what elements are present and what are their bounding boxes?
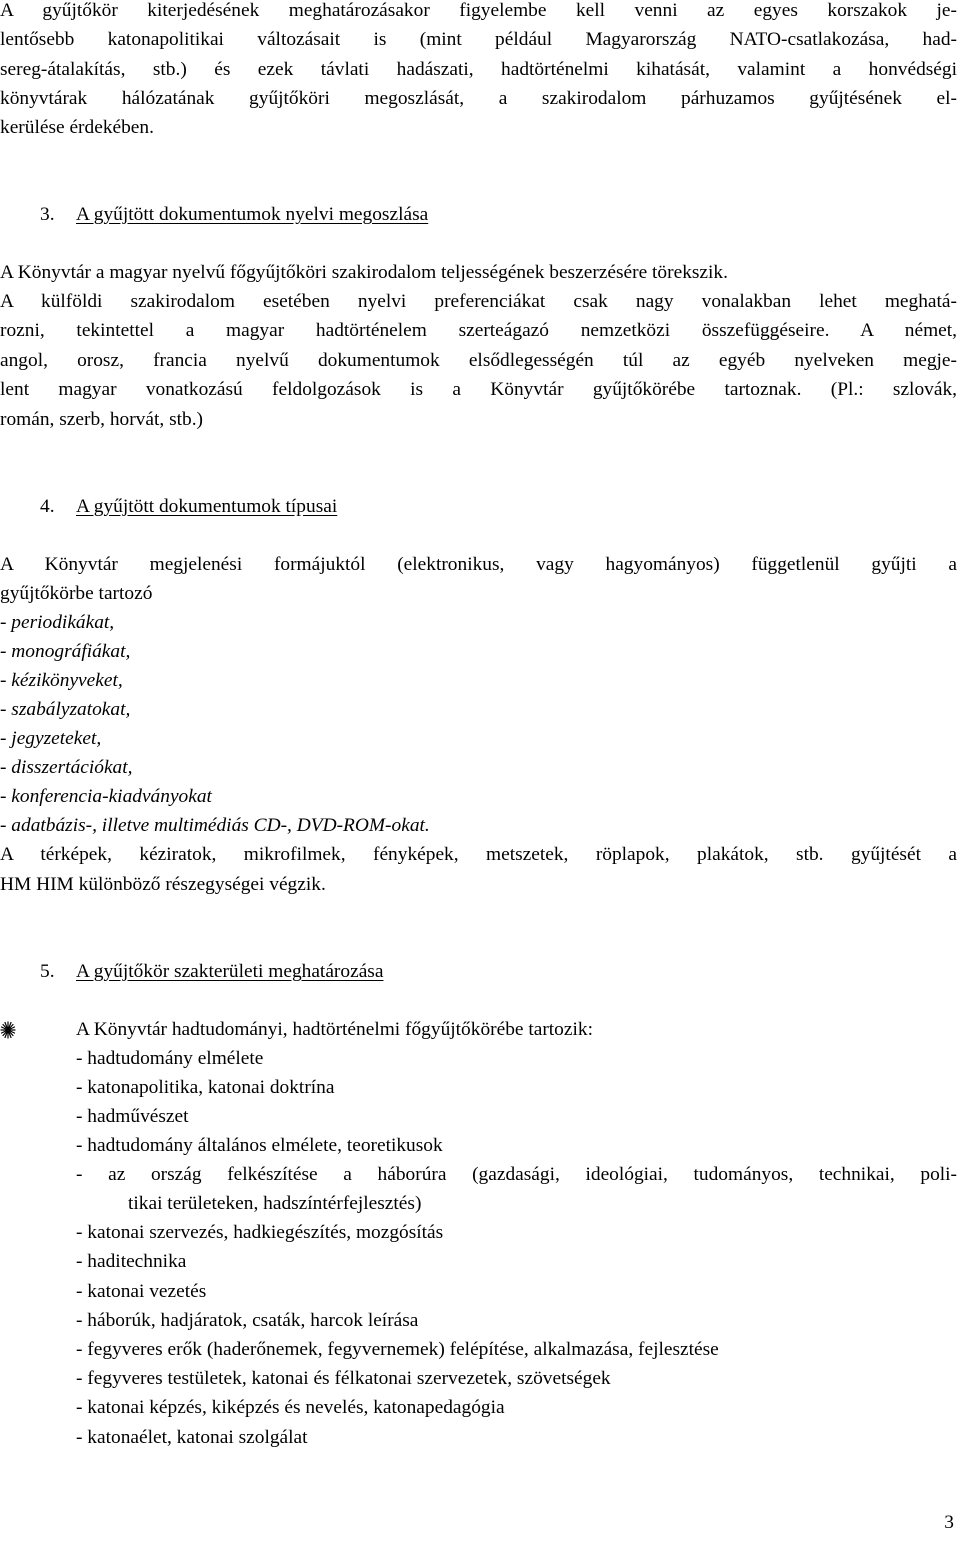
section-lead: A Könyvtár hadtudományi, hadtörténelmi főgyűjtőkörébe tartozik: bbox=[76, 1019, 593, 1040]
paragraph-line: könyvtárak hálózatának gyűjtőköri megoszlását, a szakirodalom párhuzamos gyűjtésének el- bbox=[0, 88, 957, 109]
asterisk-star-icon bbox=[0, 1020, 16, 1040]
paragraph-line: rozni, tekintettel a magyar hadtörténelem szerteágazó nemzetközi összefüggéseire. A német, bbox=[0, 320, 957, 341]
list-item: - konferencia-kiadványokat bbox=[0, 786, 212, 807]
paragraph-line: A gyűjtőkör kiterjedésének meghatározásakor figyelembe kell venni az egyes korszakok je- bbox=[0, 0, 957, 21]
section-number: 4. bbox=[40, 496, 55, 517]
list-item: - periodikákat, bbox=[0, 612, 115, 633]
list-item: - katonai szervezés, hadkiegészítés, mozgósítás bbox=[76, 1222, 444, 1243]
list-item: - jegyzeteket, bbox=[0, 728, 102, 749]
section-title: A gyűjtött dokumentumok nyelvi megoszlása bbox=[76, 204, 429, 225]
list-item: - katonaélet, katonai szolgálat bbox=[76, 1427, 308, 1448]
list-item: - katonapolitika, katonai doktrína bbox=[76, 1077, 335, 1098]
section-title: A gyűjtőkör szakterületi meghatározása bbox=[76, 961, 384, 982]
list-item: - hadművészet bbox=[76, 1106, 189, 1127]
list-item: - adatbázis-, illetve multimédiás CD-, DVD-ROM-okat. bbox=[0, 815, 430, 836]
section-3-heading bbox=[40, 204, 428, 226]
list-item: - fegyveres testületek, katonai és félkatonai szervezetek, szövetségek bbox=[76, 1368, 611, 1389]
list-item: - hadtudomány elmélete bbox=[76, 1048, 264, 1069]
list-item: - háborúk, hadjáratok, csaták, harcok leírása bbox=[76, 1310, 419, 1331]
list-item: - az ország felkészítése a háborúra (gazdasági, ideológiai, tudományos, technikai, poli- bbox=[76, 1164, 957, 1185]
paragraph-line: A Könyvtár a magyar nyelvű főgyűjtőköri szakirodalom teljességének beszerzésére törekszik. bbox=[0, 262, 728, 283]
paragraph-line: lentősebb katonapolitikai változásait is (mint például Magyarország NATO-csatlakozása, had- bbox=[0, 29, 957, 50]
paragraph-line: angol, orosz, francia nyelvű dokumentumok elsődlegességén túl az egyéb nyelveken megje- bbox=[0, 350, 957, 371]
paragraph-line: román, szerb, horvát, stb.) bbox=[0, 409, 204, 430]
section-5-heading bbox=[40, 961, 383, 983]
list-item: - hadtudomány általános elmélete, teoretikusok bbox=[76, 1135, 443, 1156]
paragraph-line: sereg-átalakítás, stb.) és ezek távlati hadászati, hadtörténelmi kihatását, valamint a honvédségi bbox=[0, 59, 957, 80]
paragraph-line: HM HIM különböző részegységei végzik. bbox=[0, 874, 326, 895]
list-item: - monográfiákat, bbox=[0, 641, 131, 662]
paragraph-line: kerülése érdekében. bbox=[0, 117, 154, 138]
list-item-continuation: tikai területeken, hadszíntérfejlesztés) bbox=[128, 1193, 422, 1214]
paragraph-line: A térképek, kéziratok, mikrofilmek, fényképek, metszetek, röplapok, plakátok, stb. gyűjtését a bbox=[0, 844, 957, 865]
list-item: - szabályzatokat, bbox=[0, 699, 131, 720]
section-number: 5. bbox=[40, 961, 55, 982]
paragraph-line: lent magyar vonatkozású feldolgozások is a Könyvtár gyűjtőkörébe tartoznak. (Pl.: szlovák, bbox=[0, 379, 957, 400]
list-item: - katonai vezetés bbox=[76, 1281, 207, 1302]
list-item: - disszertációkat, bbox=[0, 757, 133, 778]
page-number: 3 bbox=[944, 1512, 954, 1533]
list-item: - fegyveres erők (haderőnemek, fegyvernemek) felépítése, alkalmazása, fejlesztése bbox=[76, 1339, 719, 1360]
paragraph-line: gyűjtőkörbe tartozó bbox=[0, 583, 153, 604]
paragraph-line: A külföldi szakirodalom esetében nyelvi preferenciákat csak nagy vonalakban lehet meghatá- bbox=[0, 291, 957, 312]
list-item: - kézikönyveket, bbox=[0, 670, 123, 691]
list-item: - katonai képzés, kiképzés és nevelés, katonapedagógia bbox=[76, 1397, 505, 1418]
section-number: 3. bbox=[40, 204, 55, 225]
section-title: A gyűjtött dokumentumok típusai bbox=[76, 496, 338, 517]
list-item: - haditechnika bbox=[76, 1251, 187, 1272]
section-4-heading bbox=[40, 496, 337, 518]
paragraph-line: A Könyvtár megjelenési formájuktól (elektronikus, vagy hagyományos) függetlenül gyűjti a bbox=[0, 554, 957, 575]
